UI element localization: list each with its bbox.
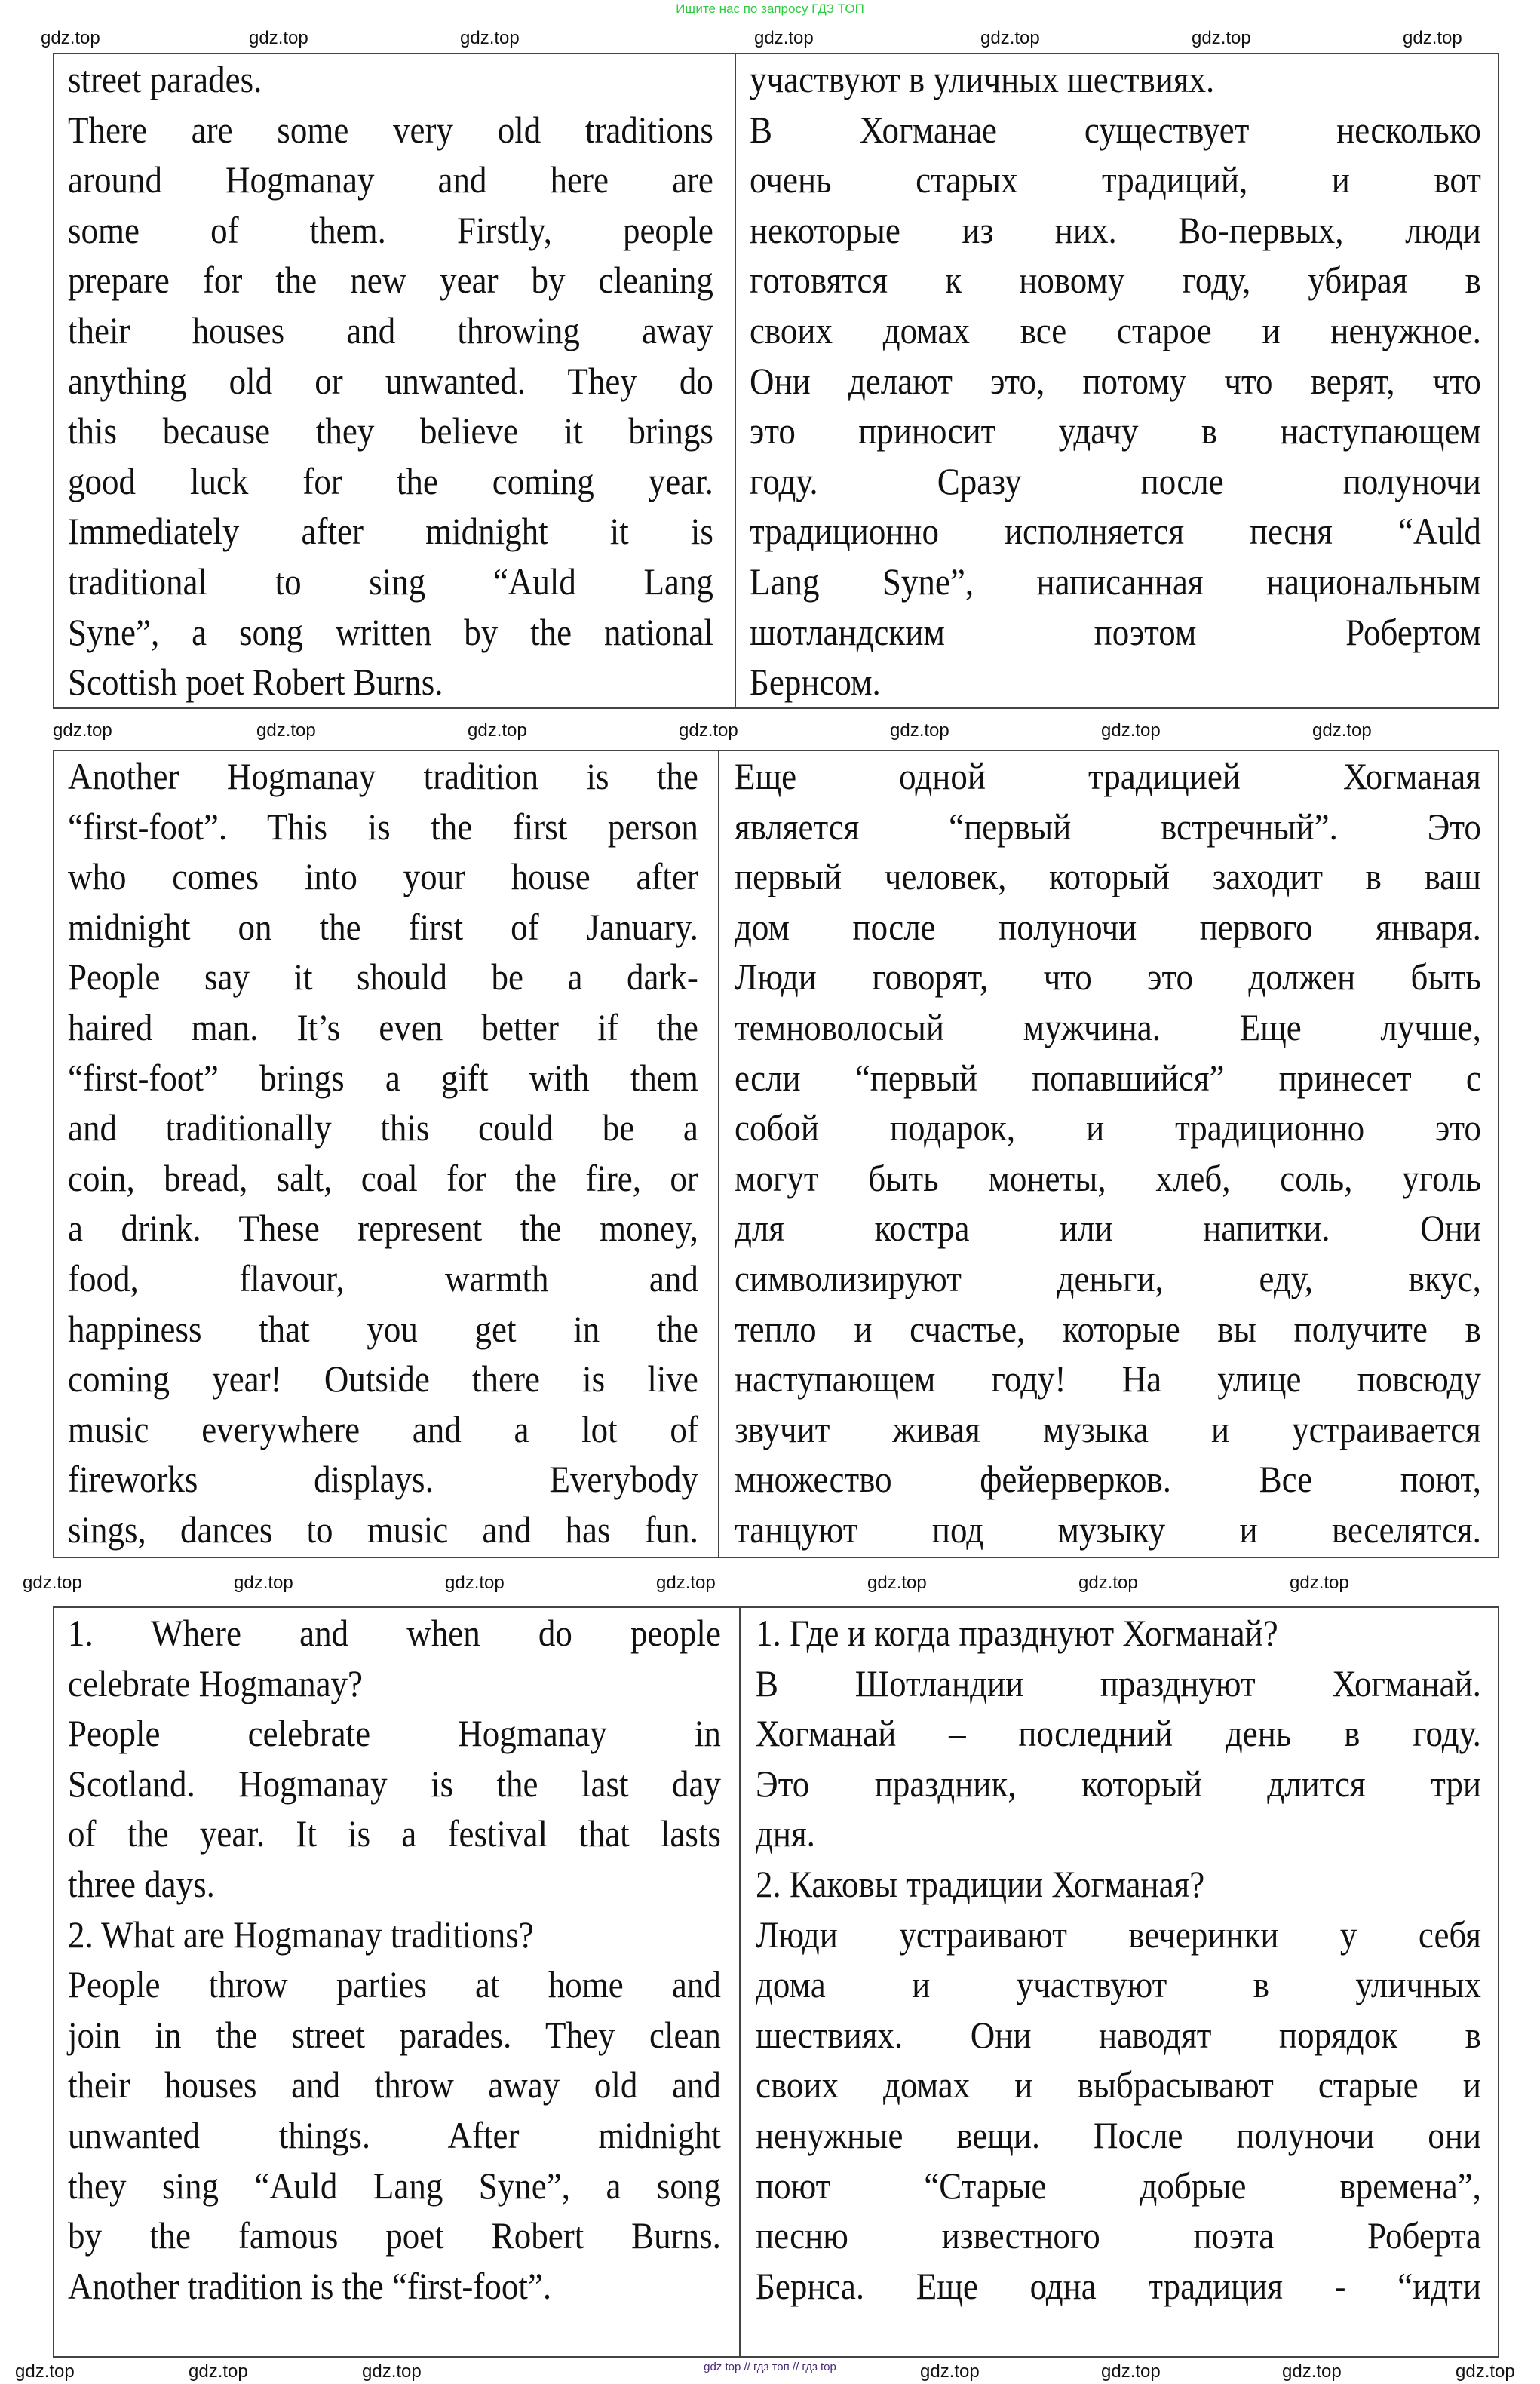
text-line: В Шотландии празднуют Хогманай. — [756, 1661, 1481, 1704]
text-line: это приносит удачу в наступающем — [750, 410, 1481, 453]
text-line: Люди говорят, что это должен быть — [735, 956, 1481, 999]
text-line: Люди устраивают вечеринки у себя — [756, 1913, 1481, 1956]
text-line: celebrate Hogmanay? — [68, 1661, 364, 1704]
text-line: coin, bread, salt, coal for the fire, or — [68, 1156, 698, 1199]
text-line: sings, dances to music and has fun. — [68, 1508, 698, 1551]
column-divider — [735, 54, 736, 707]
text-line: and traditionally this could be a — [68, 1106, 698, 1149]
text-line: дня. — [756, 1812, 815, 1855]
text-line: Another tradition is the “first-foot”. — [68, 2264, 552, 2307]
watermark: gdz.top — [867, 1572, 927, 1593]
text-line: своих домах и выбрасывают старые и — [756, 2063, 1481, 2106]
watermark: gdz.top — [1101, 720, 1161, 741]
watermark: gdz.top — [468, 720, 527, 741]
text-line: join in the street parades. They clean — [68, 2013, 721, 2056]
text-line: очень старых традиций, и вот — [750, 158, 1481, 201]
watermark: gdz.top — [920, 2361, 980, 2382]
watermark: gdz.top — [249, 28, 308, 48]
text-line: ненужные вещи. После полуночи они — [756, 2113, 1481, 2156]
watermark: gdz.top — [189, 2361, 248, 2382]
header-note: Ищите нас по запросу ГДЗ ТОП — [676, 2, 864, 16]
text-line: темноволосый мужчина. Еще лучше, — [735, 1005, 1481, 1048]
watermark: gdz.top — [15, 2361, 75, 2382]
text-line: В Хогманае существует несколько — [750, 108, 1481, 151]
text-line: traditional to sing “Auld Lang — [68, 560, 713, 603]
watermark: gdz.top — [1456, 2361, 1515, 2382]
text-line: prepare for the new year by cleaning — [68, 259, 713, 302]
watermark: gdz.top — [234, 1572, 293, 1593]
text-line: звучит живая музыка и устраивается — [735, 1407, 1481, 1450]
text-line: 2. What are Hogmanay traditions? — [68, 1913, 534, 1956]
text-line: поют “Старые добрые времена”, — [756, 2164, 1481, 2207]
text-line: a drink. These represent the money, — [68, 1207, 698, 1250]
text-line: Scottish poet Robert Burns. — [68, 661, 443, 704]
text-line: who comes into your house after — [68, 855, 698, 898]
watermark: gdz.top — [1403, 28, 1462, 48]
text-line: первый человек, который заходит в ваш — [735, 855, 1481, 898]
text-line: People throw parties at home and — [68, 1963, 721, 2006]
text-line: некоторые из них. Во-первых, люди — [750, 208, 1481, 251]
text-line: Бернсом. — [750, 661, 881, 704]
watermark: gdz.top — [1290, 1572, 1349, 1593]
text-line: готовятся к новому году, убирая в — [750, 259, 1481, 302]
watermark: gdz.top — [445, 1572, 505, 1593]
text-line: шествиях. Они наводят порядок в — [756, 2013, 1481, 2056]
watermark: gdz.top — [256, 720, 316, 741]
text-line: by the famous poet Robert Burns. — [68, 2214, 721, 2257]
text-line: they sing “Auld Lang Syne”, a song — [68, 2164, 721, 2207]
text-line: могут быть монеты, хлеб, соль, уголь — [735, 1156, 1481, 1199]
text-line: food, flavour, warmth and — [68, 1256, 698, 1299]
watermark: gdz.top — [656, 1572, 716, 1593]
watermark: gdz.top — [1101, 2361, 1161, 2382]
text-line: дом после полуночи первого января. — [735, 905, 1481, 948]
text-line: around Hogmanay and here are — [68, 158, 713, 201]
watermark: gdz.top — [1282, 2361, 1342, 2382]
english-column — [68, 1608, 721, 2311]
text-line: году. Сразу после полуночи — [750, 459, 1481, 502]
text-line: танцуют под музыку и веселятся. — [735, 1508, 1481, 1551]
text-line: their houses and throw away old and — [68, 2063, 721, 2106]
text-line: участвуют в уличных шествиях. — [750, 58, 1215, 100]
text-line: 1. Where and when do people — [68, 1612, 721, 1654]
russian-column — [735, 751, 1481, 1555]
watermark: gdz.top — [23, 1572, 82, 1593]
text-line: There are some very old traditions — [68, 108, 713, 151]
text-line: haired man. It’s even better if the — [68, 1005, 698, 1048]
watermark: gdz.top — [754, 28, 814, 48]
watermark: gdz.top — [1312, 720, 1372, 741]
text-line: “first-foot” brings a gift with them — [68, 1056, 698, 1099]
text-line: является “первый встречный”. Это — [735, 805, 1481, 848]
translation-table-1 — [53, 53, 1499, 709]
text-line: People say it should be a dark- — [68, 956, 698, 999]
english-column — [68, 54, 713, 707]
translation-table-2 — [53, 750, 1499, 1558]
text-line: Another Hogmanay tradition is the — [68, 755, 698, 797]
text-line: множество фейерверков. Все поют, — [735, 1458, 1481, 1501]
text-line: Scotland. Hogmanay is the last day — [68, 1762, 721, 1805]
text-line: наступающем году! На улице повсюду — [735, 1358, 1481, 1401]
text-line: шотландским поэтом Робертом — [750, 610, 1481, 653]
text-line: unwanted things. After midnight — [68, 2113, 721, 2156]
watermark: gdz.top — [53, 720, 112, 741]
watermark: gdz.top — [460, 28, 520, 48]
text-line: своих домах все старое и ненужное. — [750, 308, 1481, 351]
text-line: street parades. — [68, 58, 262, 100]
watermark: gdz.top — [980, 28, 1040, 48]
text-line: Хогманай – последний день в году. — [756, 1712, 1481, 1755]
text-line: собой подарок, и традиционно это — [735, 1106, 1481, 1149]
text-line: Они делают это, потому что верят, что — [750, 359, 1481, 402]
text-line: символизируют деньги, еду, вкус, — [735, 1256, 1481, 1299]
text-line: традиционно исполняется песня “Auld — [750, 510, 1481, 553]
text-line: Immediately after midnight it is — [68, 510, 713, 553]
text-line: Это праздник, который длится три — [756, 1762, 1481, 1805]
text-line: Бернса. Еще одна традиция - “идти — [756, 2264, 1481, 2307]
text-line: of the year. It is a festival that lasts — [68, 1812, 721, 1855]
text-line: для костра или напитки. Они — [735, 1207, 1481, 1250]
watermark: gdz.top — [890, 720, 949, 741]
text-line: their houses and throwing away — [68, 308, 713, 351]
english-column — [68, 751, 698, 1555]
text-line: Lang Syne”, написанная национальным — [750, 560, 1481, 603]
text-line: good luck for the coming year. — [68, 459, 713, 502]
text-line: People celebrate Hogmanay in — [68, 1712, 721, 1755]
text-line: fireworks displays. Everybody — [68, 1458, 698, 1501]
column-divider — [739, 1608, 741, 2356]
text-line: coming year! Outside there is live — [68, 1358, 698, 1401]
text-line: music everywhere and a lot of — [68, 1407, 698, 1450]
text-line: тепло и счастье, которые вы получите в — [735, 1307, 1481, 1350]
watermark: gdz.top — [679, 720, 738, 741]
watermark: gdz.top — [41, 28, 100, 48]
text-line: happiness that you get in the — [68, 1307, 698, 1350]
russian-column — [750, 54, 1481, 707]
translation-table-3 — [53, 1606, 1499, 2358]
footer-note: gdz top // гдз топ // гдз top — [704, 2361, 836, 2373]
text-line: “first-foot”. This is the first person — [68, 805, 698, 848]
russian-column — [756, 1608, 1481, 2311]
text-line: this because they believe it brings — [68, 410, 713, 453]
text-line: Syne”, a song written by the national — [68, 610, 713, 653]
text-line: дома и участвуют в уличных — [756, 1963, 1481, 2006]
text-line: песню известного поэта Роберта — [756, 2214, 1481, 2257]
watermark: gdz.top — [362, 2361, 422, 2382]
column-divider — [718, 751, 719, 1557]
text-line: 1. Где и когда празднуют Хогманай? — [756, 1612, 1278, 1654]
watermark: gdz.top — [1192, 28, 1251, 48]
text-line: some of them. Firstly, people — [68, 208, 713, 251]
text-line: Еще одной традицией Хогманая — [735, 755, 1481, 797]
text-line: если “первый попавшийся” принесет с — [735, 1056, 1481, 1099]
text-line: anything old or unwanted. They do — [68, 359, 713, 402]
text-line: three days. — [68, 1862, 215, 1905]
text-line: 2. Каковы традиции Хогманая? — [756, 1862, 1205, 1905]
watermark: gdz.top — [1078, 1572, 1138, 1593]
text-line: midnight on the first of January. — [68, 905, 698, 948]
